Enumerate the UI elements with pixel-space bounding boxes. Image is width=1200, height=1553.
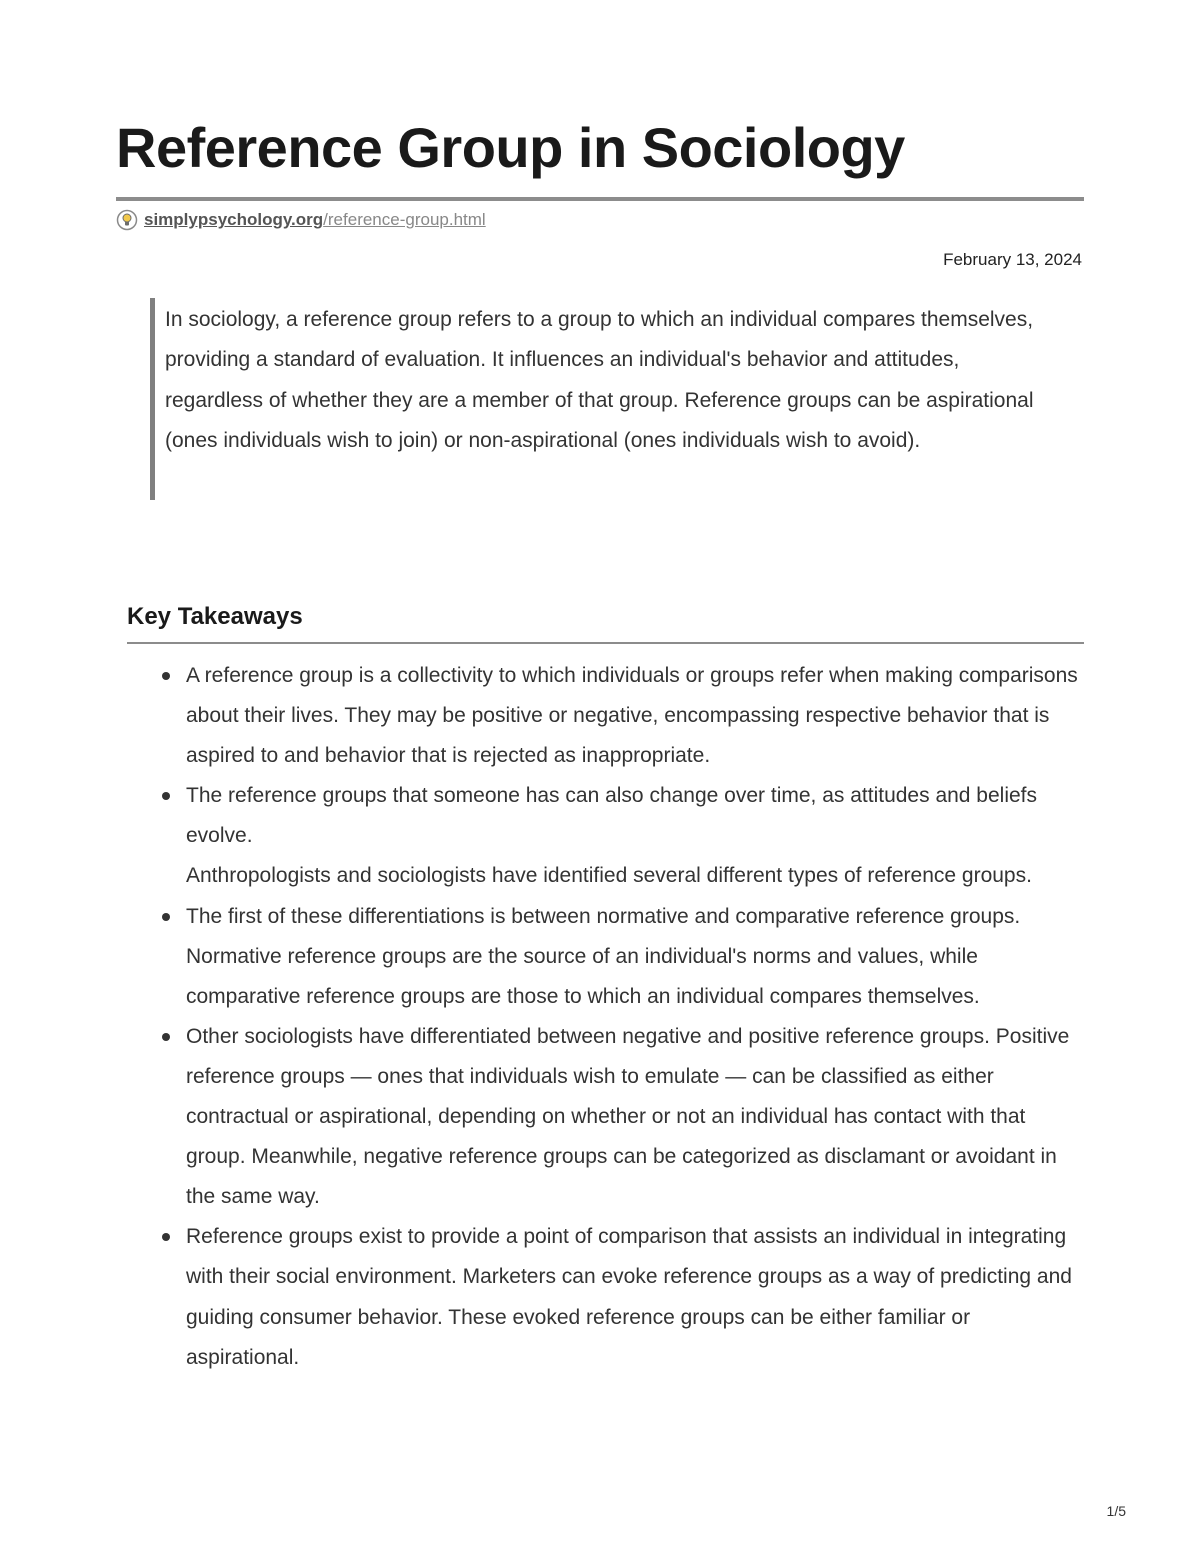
key-takeaways-heading: Key Takeaways (127, 603, 303, 630)
page-title: Reference Group in Sociology (116, 116, 905, 179)
bullet-icon (162, 913, 170, 921)
list-item-text: A reference group is a collectivity to which individuals or groups refer when making comparisons about their lives. They may be positive or negative, encompassing respective behavior that is aspired to and behavior that is rejected as inappropriate. (186, 664, 1078, 768)
summary-blockquote (150, 298, 1060, 500)
publish-date: February 13, 2024 (943, 250, 1082, 269)
source-link[interactable] (116, 208, 486, 232)
list-item-text: The reference groups that someone has can also change over time, as attitudes and beliefs evolve. (186, 784, 1038, 848)
title-divider (116, 197, 1084, 201)
list-item (186, 1017, 1081, 1217)
summary-text: In sociology, a reference group refers to a group to which an individual compares themselves, providing a standard of evaluation. It influences an individual's behavior and attitudes, regardless of whether they are a member of that group. Reference groups can be aspirational (ones individuals wish to join) or non-aspirational (ones individuals wish to avoid). (165, 308, 1034, 453)
page-number: 1/5 (1106, 1503, 1126, 1519)
list-item (186, 656, 1081, 776)
list-item-text: The first of these differentiations is between normative and comparative reference groups. Normative reference groups are the source of an individual's norms and values, while comparative reference groups are those to which an individual compares themselves. (186, 904, 1021, 1008)
source-domain[interactable]: simplypsychology.org (144, 210, 324, 229)
list-item (186, 897, 1081, 1017)
bullet-icon (162, 792, 170, 800)
list-item (186, 1217, 1081, 1377)
bullet-icon (162, 1233, 170, 1241)
list-item-extra-text: Anthropologists and sociologists have identified several different types of reference groups. (186, 864, 1032, 888)
list-item (186, 776, 1081, 896)
list-item-text: Other sociologists have differentiated between negative and positive reference groups. Positive reference groups — ones that individuals wish to emulate — can be classified as either contractual or aspirational, depending on whether or not an individual has contact with that group. Meanwhile, negative reference groups can be categorized as disclamant or avoidant in the same way. (186, 1024, 1070, 1209)
list-item-text: Reference groups exist to provide a point of comparison that assists an individual in integrating with their social environment. Marketers can evoke reference groups as a way of predicting and guiding consumer behavior. These evoked reference groups can be either familiar or aspirational. (186, 1225, 1072, 1369)
bullet-icon (162, 672, 170, 680)
source-path[interactable]: /reference-group.html (323, 210, 486, 229)
key-takeaways-list (186, 656, 1081, 1378)
key-takeaways-divider (127, 642, 1084, 644)
bullet-icon (162, 1033, 170, 1041)
lightbulb-head-icon (116, 209, 138, 231)
